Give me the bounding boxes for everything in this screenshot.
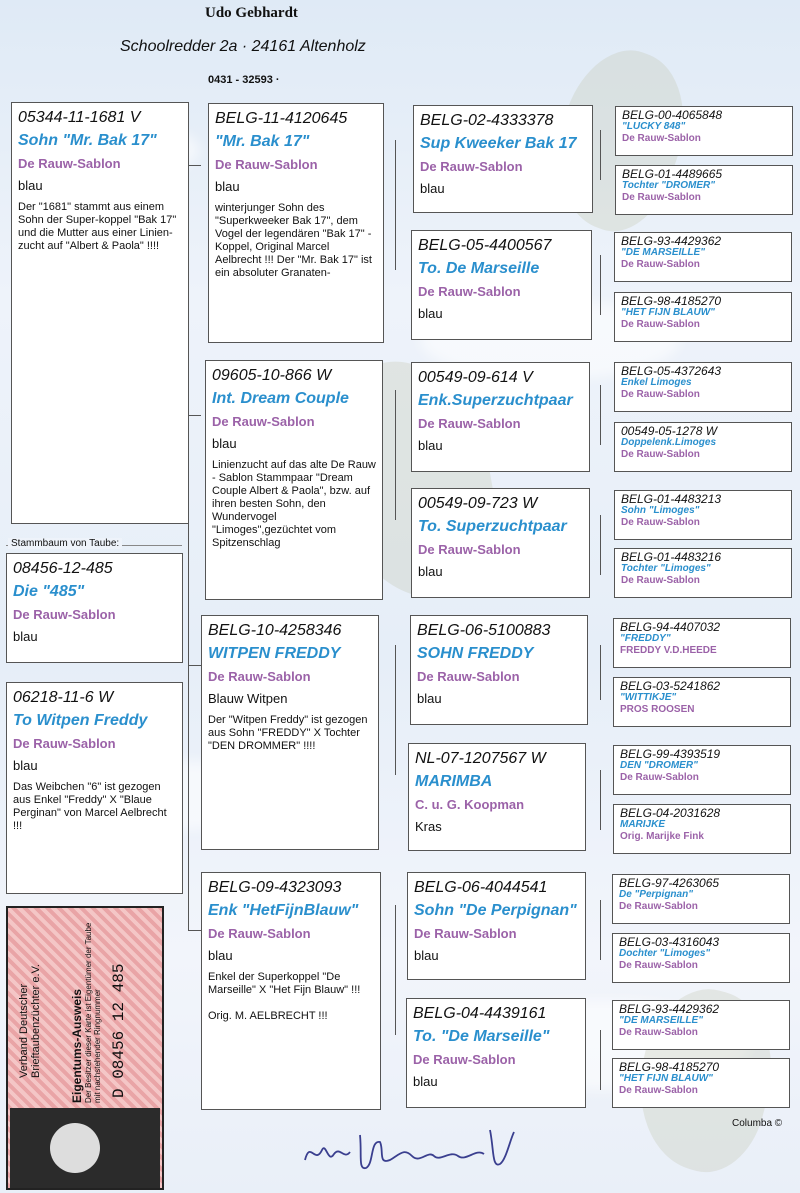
ring-number: 08456-12-485 <box>13 560 113 577</box>
signature <box>300 1120 520 1180</box>
grandparent-card <box>407 872 586 980</box>
breeder: De Rauw-Sablon <box>418 416 521 431</box>
breeder: De Rauw-Sablon <box>18 156 121 171</box>
ring-number: BELG-02-4333378 <box>420 112 554 129</box>
breeder: De Rauw-Sablon <box>215 157 318 172</box>
breeder: PROS ROOSEN <box>620 704 695 715</box>
great-grandparent-card <box>614 292 792 342</box>
pigeon-name: SOHN FREDDY <box>417 645 534 662</box>
parent-card <box>201 615 379 850</box>
pigeon-color: blau <box>208 948 233 963</box>
pigeon-color: blau <box>420 181 445 196</box>
pigeon-name: Sup Kweeker Bak 17 <box>420 135 577 152</box>
grandparent-card <box>411 230 592 340</box>
ring-number: BELG-97-4263065 <box>619 876 720 890</box>
ring-number: BELG-06-4044541 <box>414 879 548 896</box>
pigeon-note: Enkel der Superkoppel "De Marseille" X "Het Fijn Blauw" !!! Orig. M. AELBRECHT !!! <box>208 971 361 1022</box>
card-ring-number: D 08456 12 485 <box>110 963 128 1098</box>
owner-address: Schoolredder 2a · 24161 Altenholz <box>120 38 366 55</box>
ring-number: BELG-01-4483216 <box>621 550 722 564</box>
pigeon-color: blau <box>414 948 439 963</box>
connector-line <box>600 770 601 830</box>
breeder: De Rauw-Sablon <box>622 133 701 144</box>
subject2-dam-card <box>6 682 183 894</box>
parent-card <box>201 872 381 1110</box>
great-grandparent-card <box>614 548 792 598</box>
pigeon-name: To Witpen Freddy <box>13 712 148 729</box>
breeder: De Rauw-Sablon <box>619 1085 698 1096</box>
ring-number: BELG-09-4323093 <box>208 879 342 896</box>
great-grandparent-card <box>614 362 792 412</box>
breeder: De Rauw-Sablon <box>417 669 520 684</box>
breeder: De Rauw-Sablon <box>619 960 698 971</box>
pigeon-logo-icon <box>50 1123 100 1173</box>
breeder: De Rauw-Sablon <box>619 901 698 912</box>
connector-line <box>600 645 601 700</box>
pigeon-name: "DE MARSEILLE" <box>619 1015 703 1026</box>
connector-line <box>600 255 601 315</box>
great-grandparent-card <box>612 874 790 924</box>
signature-stroke <box>305 1130 514 1168</box>
great-grandparent-card <box>614 232 792 282</box>
parent-card <box>205 360 383 600</box>
grandparent-card <box>410 615 588 725</box>
breeder: De Rauw-Sablon <box>621 319 700 330</box>
breeder: De Rauw-Sablon <box>621 259 700 270</box>
pigeon-name: WITPEN FREDDY <box>208 645 341 662</box>
owner-phone: 0431 - 32593 · <box>208 74 280 86</box>
pigeon-color: blau <box>418 438 443 453</box>
pigeon-name: "LUCKY 848" <box>622 121 686 132</box>
breeder: Orig. Marijke Fink <box>620 831 704 842</box>
stammbaum-label: Stammbaum von Taube: <box>8 538 122 549</box>
breeder: De Rauw-Sablon <box>622 192 701 203</box>
breeder: De Rauw-Sablon <box>420 159 523 174</box>
pigeon-name: Tochter "DROMER" <box>622 180 716 191</box>
breeder: De Rauw-Sablon <box>13 607 116 622</box>
connector-line <box>395 140 396 270</box>
card-stripe <box>10 1108 160 1188</box>
pigeon-note: Der "Witpen Freddy" ist gezogen aus Sohn "FREDDY" X Tochter "DEN DROMMER" !!!! <box>208 714 368 752</box>
pigeon-name: Die "485" <box>13 583 85 600</box>
ring-number: NL-07-1207567 W <box>415 750 546 767</box>
breeder: De Rauw-Sablon <box>620 772 699 783</box>
pigeon-color: blau <box>13 629 38 644</box>
ring-number: 09605-10-866 W <box>212 367 332 384</box>
great-grandparent-card <box>613 618 791 668</box>
breeder: De Rauw-Sablon <box>212 414 315 429</box>
pigeon-color: Blauw Witpen <box>208 691 288 706</box>
pigeon-color: blau <box>215 179 240 194</box>
breeder: C. u. G. Koopman <box>415 797 525 812</box>
grandparent-card <box>411 362 590 472</box>
breeder: De Rauw-Sablon <box>621 389 700 400</box>
pigeon-name: MARIMBA <box>415 773 493 790</box>
ring-number: BELG-00-4065848 <box>622 108 723 122</box>
card-fineprint: Der Besitzer dieser Karte ist Eigentümer der Taube mit nachstehender Ringnummer <box>84 922 102 1103</box>
pigeon-color: blau <box>18 178 43 193</box>
pigeon-color: blau <box>417 691 442 706</box>
pigeon-name: Tochter "Limoges" <box>621 563 711 574</box>
pigeon-color: blau <box>418 564 443 579</box>
connector-line <box>395 645 396 775</box>
pigeon-note: Das Weibchen "6" ist gezogen aus Enkel "Freddy" X "Blaue Perginan" von Marcel Aelbrecht !!! <box>13 781 167 832</box>
connector-line <box>600 130 601 180</box>
columba-credit: Columba © <box>732 1118 783 1129</box>
breeder: De Rauw-Sablon <box>418 542 521 557</box>
breeder: De Rauw-Sablon <box>208 926 311 941</box>
great-grandparent-card <box>612 1058 790 1108</box>
pigeon-name: De "Perpignan" <box>619 889 693 900</box>
pigeon-name: "DE MARSEILLE" <box>621 247 705 258</box>
owner-name: Udo Gebhardt <box>205 5 298 21</box>
pigeon-name: "HET FIJN BLAUW" <box>621 307 715 318</box>
subject2-card <box>6 553 183 663</box>
ring-number: 00549-09-723 W <box>418 495 538 512</box>
pigeon-name: Enk.Superzuchtpaar <box>418 392 573 409</box>
breeder: De Rauw-Sablon <box>414 926 517 941</box>
pigeon-name: To. "De Marseille" <box>413 1028 550 1045</box>
pigeon-note: Der "1681" stammt aus einem Sohn der Super-koppel "Bak 17" und die Mutter aus einer Linien-zucht auf "Albert & Paola" !!!! <box>18 201 177 252</box>
great-grandparent-card <box>614 490 792 540</box>
pigeon-color: blau <box>212 436 237 451</box>
pigeon-name: Sohn "De Perpignan" <box>414 902 577 919</box>
ring-number: BELG-05-4400567 <box>418 237 552 254</box>
connector-line <box>395 390 396 520</box>
ring-number: 06218-11-6 W <box>13 689 114 706</box>
ring-number: BELG-98-4185270 <box>619 1060 720 1074</box>
ring-number: BELG-04-4439161 <box>413 1005 547 1022</box>
connector-line <box>600 900 601 960</box>
connector-line <box>188 415 201 416</box>
great-grandparent-card <box>615 106 793 156</box>
pigeon-name: To. De Marseille <box>418 260 540 277</box>
ownership-card-content <box>10 908 160 1188</box>
ring-number: BELG-93-4429362 <box>619 1002 720 1016</box>
ring-number: BELG-03-4316043 <box>619 935 720 949</box>
great-grandparent-card <box>612 1000 790 1050</box>
pigeon-name: "WITTIKJE" <box>620 692 677 703</box>
breeder: De Rauw-Sablon <box>13 736 116 751</box>
ring-number: BELG-93-4429362 <box>621 234 722 248</box>
subject-card <box>11 102 189 524</box>
ring-number: BELG-01-4483213 <box>621 492 722 506</box>
connector-line <box>395 905 396 1035</box>
breeder: FREDDY V.D.HEEDE <box>620 645 717 656</box>
ring-number: 00549-05-1278 W <box>621 424 718 438</box>
ring-number: BELG-94-4407032 <box>620 620 721 634</box>
ring-number: 00549-09-614 V <box>418 369 533 386</box>
pigeon-color: blau <box>413 1074 438 1089</box>
ring-number: BELG-03-5241862 <box>620 679 721 693</box>
pigeon-name: "HET FIJN BLAUW" <box>619 1073 713 1084</box>
breeder: De Rauw-Sablon <box>621 575 700 586</box>
pigeon-name: To. Superzuchtpaar <box>418 518 567 535</box>
connector-line <box>188 930 201 931</box>
pigeon-name: Sohn "Limoges" <box>621 505 700 516</box>
breeder: De Rauw-Sablon <box>208 669 311 684</box>
ring-number: BELG-06-5100883 <box>417 622 551 639</box>
breeder: De Rauw-Sablon <box>621 517 700 528</box>
grandparent-card <box>408 743 586 851</box>
connector-line <box>600 515 601 575</box>
connector-line <box>188 665 201 666</box>
pigeon-name: Enkel Limoges <box>621 377 692 388</box>
connector-line <box>600 1030 601 1090</box>
grandparent-card <box>411 488 590 598</box>
card-organization: Verband Deutscher Brieftaubenzüchter e.V. <box>18 964 42 1078</box>
pigeon-name: Sohn "Mr. Bak 17" <box>18 132 157 149</box>
pigeon-color: blau <box>418 306 443 321</box>
pigeon-name: Doppelenk.Limoges <box>621 437 717 448</box>
connector-line <box>188 165 201 166</box>
parent-card <box>208 103 384 343</box>
pigeon-note: Linienzucht auf das alte De Rauw - Sablon Stammpaar "Dream Couple Albert & Paola", bzw. auf ihren besten Sohn, den Wundervogel "Limoges",gezüchtet vom Spitzenschlag <box>212 459 376 549</box>
breeder: De Rauw-Sablon <box>413 1052 516 1067</box>
pigeon-name: DEN "DROMER" <box>620 760 698 771</box>
ring-number: BELG-01-4489665 <box>622 167 723 181</box>
pigeon-name: Int. Dream Couple <box>212 390 349 407</box>
connector-line <box>600 385 601 445</box>
ownership-card <box>6 906 164 1190</box>
great-grandparent-card <box>615 165 793 215</box>
breeder: De Rauw-Sablon <box>621 449 700 460</box>
great-grandparent-card <box>613 677 791 727</box>
ring-number: BELG-99-4393519 <box>620 747 721 761</box>
great-grandparent-card <box>614 422 792 472</box>
pigeon-name: Enk "HetFijnBlauw" <box>208 902 359 919</box>
breeder: De Rauw-Sablon <box>619 1027 698 1038</box>
pigeon-name: Dochter "Limoges" <box>619 948 711 959</box>
ring-number: BELG-04-2031628 <box>620 806 721 820</box>
great-grandparent-card <box>612 933 790 983</box>
ring-number: 05344-11-1681 V <box>18 109 141 126</box>
card-title: Eigentums-Ausweis <box>70 988 84 1103</box>
pigeon-color: Kras <box>415 819 442 834</box>
ring-number: BELG-05-4372643 <box>621 364 722 378</box>
grandparent-card <box>413 105 593 213</box>
ring-number: BELG-11-4120645 <box>215 110 348 127</box>
pigeon-name: "FREDDY" <box>620 633 671 644</box>
ring-number: BELG-10-4258346 <box>208 622 342 639</box>
breeder: De Rauw-Sablon <box>418 284 521 299</box>
pigeon-color: blau <box>13 758 38 773</box>
pigeon-name: MARIJKE <box>620 819 666 830</box>
grandparent-card <box>406 998 586 1108</box>
great-grandparent-card <box>613 745 791 795</box>
pigeon-name: "Mr. Bak 17" <box>215 133 310 150</box>
great-grandparent-card <box>613 804 791 854</box>
ring-number: BELG-98-4185270 <box>621 294 722 308</box>
pigeon-note: winterjunger Sohn des "Superkweeker Bak 17", dem Vogel der legendären "Bak 17" - Koppel, Original Marcel Aelbrecht !!! Der "Mr. Bak 17" ist ein absoluter Granaten- <box>215 202 372 279</box>
